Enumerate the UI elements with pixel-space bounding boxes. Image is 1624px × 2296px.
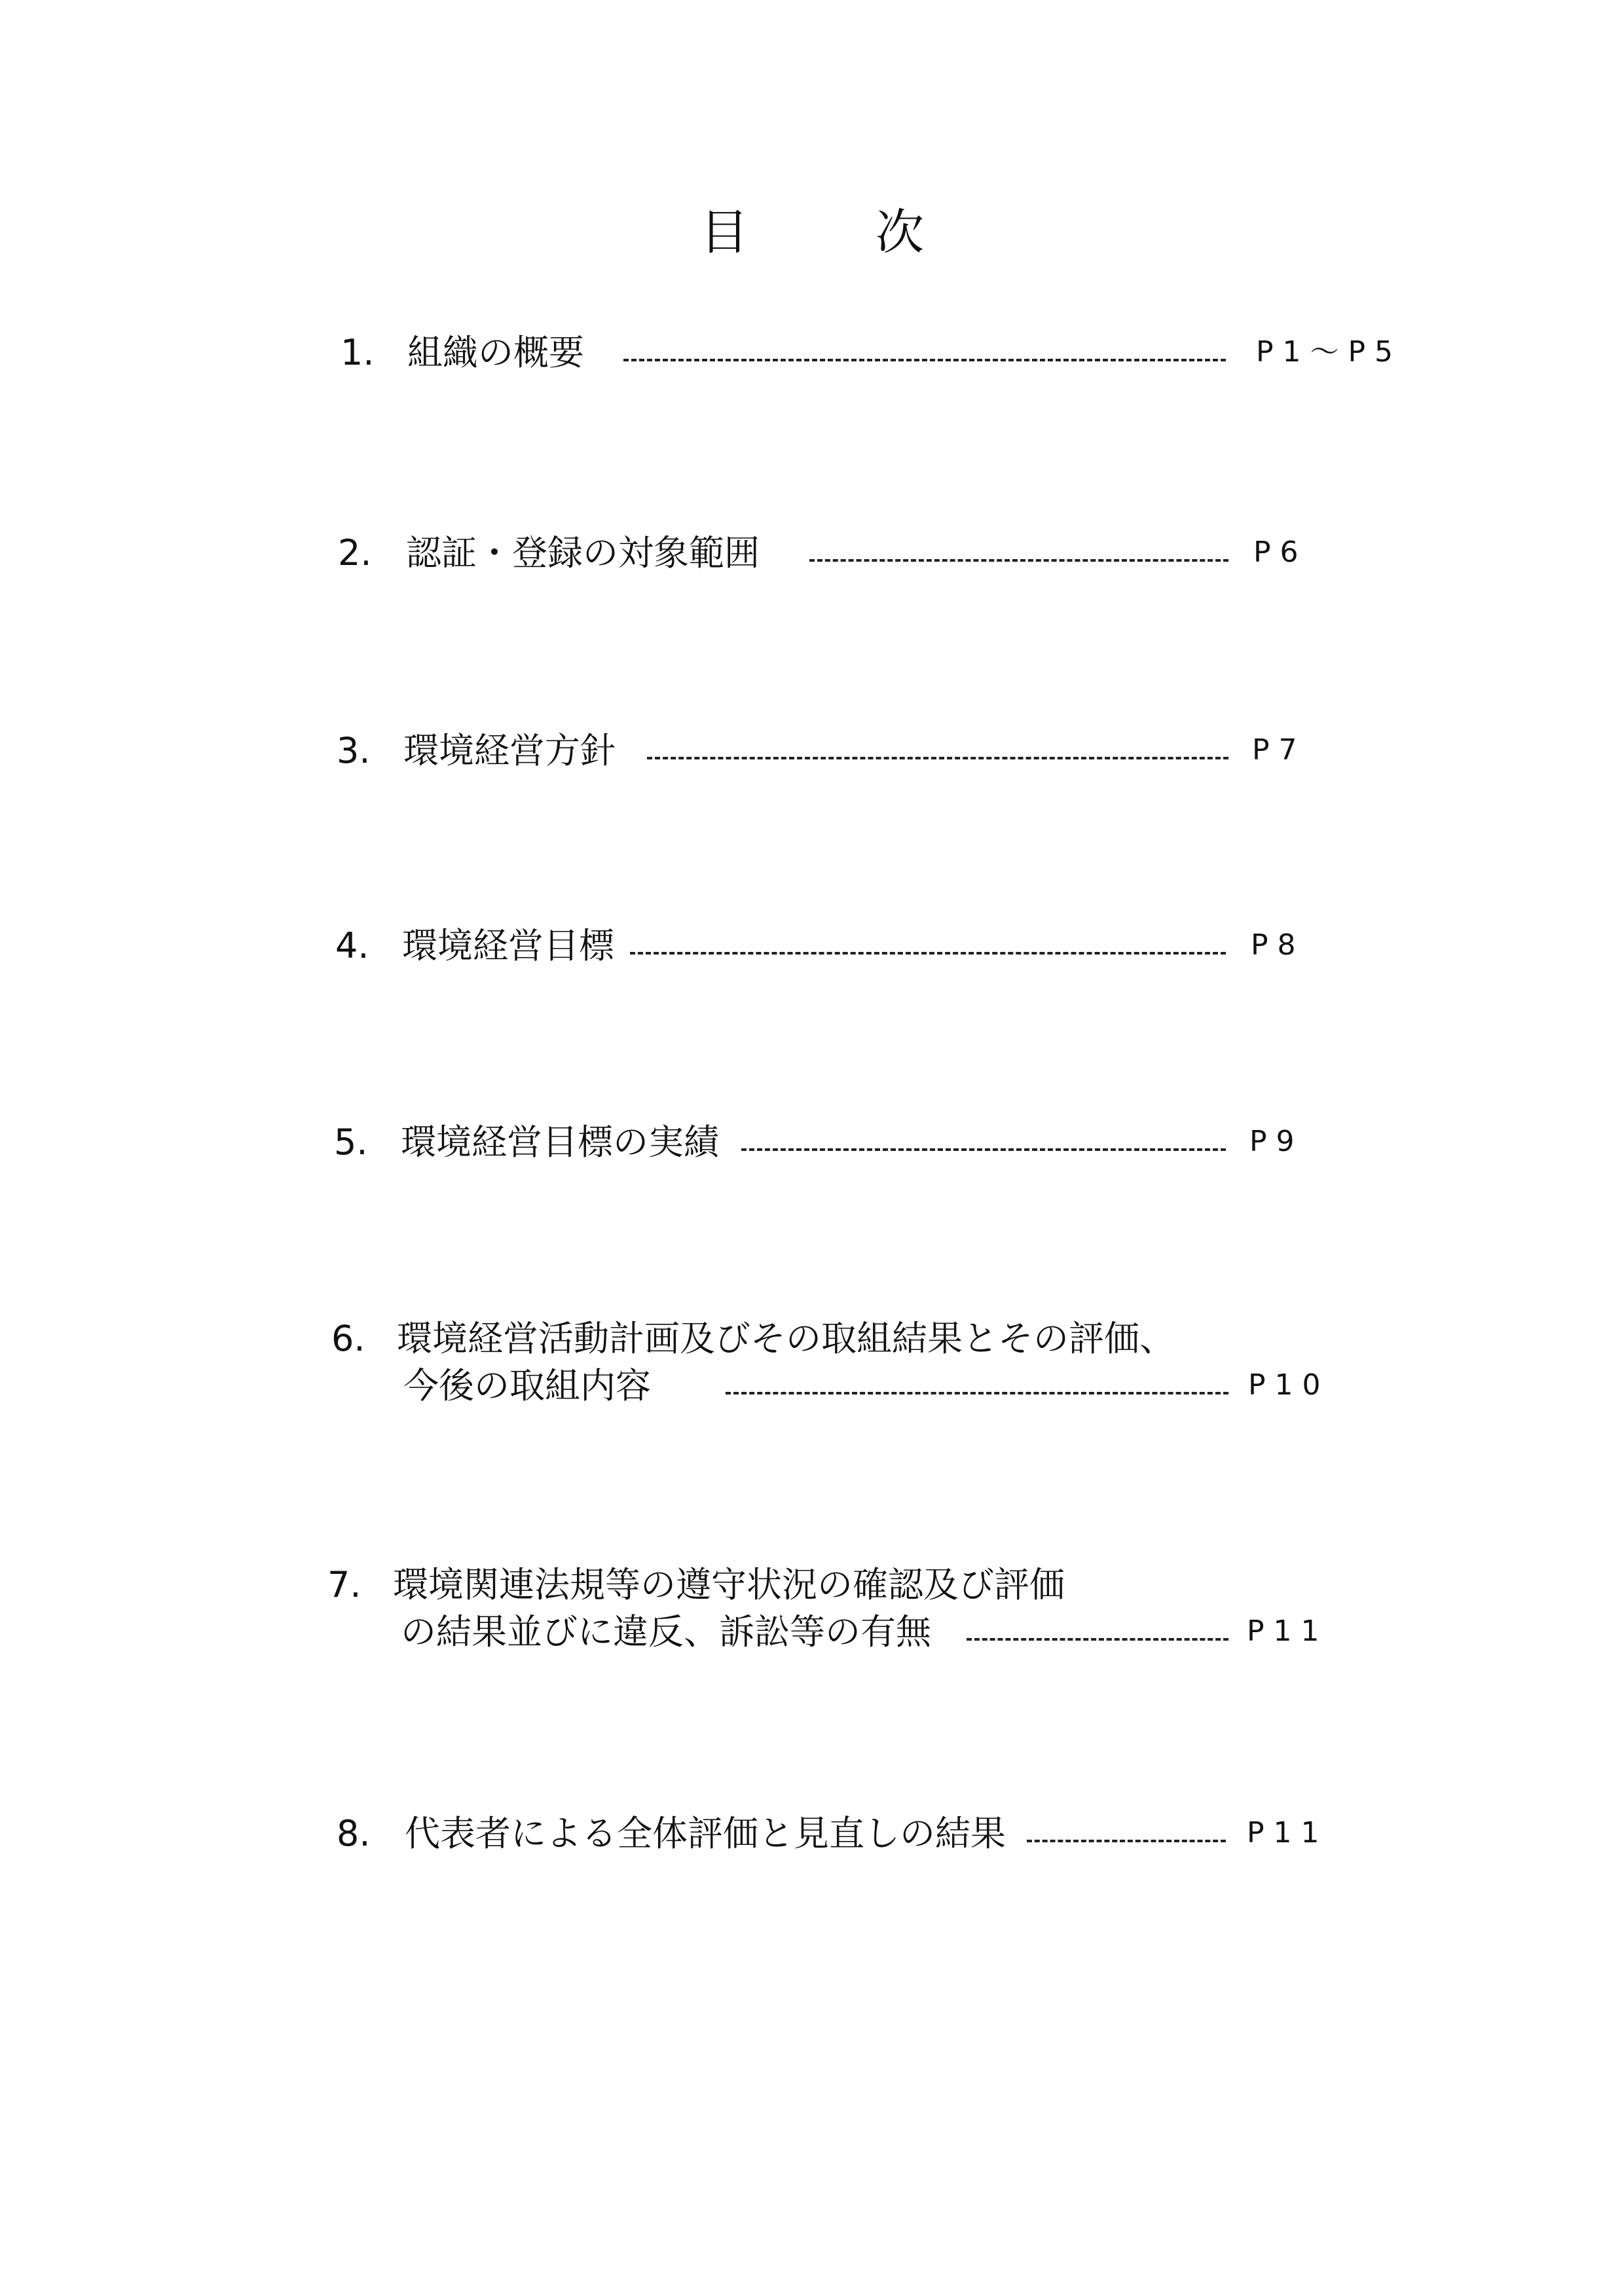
- toc-item-number: 3.: [337, 730, 371, 771]
- toc-item-number: 8.: [337, 1813, 371, 1854]
- toc-item-text: 認証・登録の対象範囲: [406, 532, 760, 574]
- toc-item-5: [0, 1121, 1624, 1172]
- toc-item-text: 環境経営目標の実績: [401, 1121, 719, 1163]
- toc-title: 目 次: [700, 204, 963, 261]
- leader-dots: [741, 1148, 1226, 1151]
- toc-item-page: P9: [1249, 1125, 1304, 1158]
- toc-item-text-continued: 今後の取組内容: [403, 1365, 651, 1406]
- toc-item-text: 環境経営方針: [403, 730, 616, 771]
- toc-item-page: P11: [1247, 1816, 1329, 1850]
- leader-dots: [1027, 1840, 1226, 1842]
- toc-item-page: P1～P5: [1256, 335, 1403, 369]
- toc-item-page: P6: [1253, 536, 1308, 569]
- toc-item-text: 代表者による全体評価と見直しの結果: [405, 1813, 1006, 1854]
- leader-dots: [623, 359, 1226, 361]
- toc-item-text: 環境経営目標: [402, 925, 614, 966]
- toc-item-page: P7: [1252, 733, 1306, 767]
- toc-item-number: 1.: [341, 332, 375, 373]
- toc-item-number: 5.: [334, 1121, 368, 1163]
- toc-item-4: [0, 925, 1624, 975]
- leader-dots: [967, 1638, 1228, 1641]
- toc-item-number: 2.: [338, 532, 372, 574]
- leader-dots: [647, 757, 1228, 759]
- toc-item-text-continued: の結果並びに違反、訴訟等の有無: [401, 1611, 931, 1652]
- toc-item-1: [0, 332, 1624, 382]
- toc-item-number: 7.: [327, 1564, 361, 1605]
- toc-item-page: P8: [1251, 928, 1305, 962]
- toc-item-number: 6.: [331, 1318, 365, 1359]
- toc-item-6: [0, 1318, 1624, 1415]
- toc-item-7: [0, 1564, 1624, 1662]
- toc-item-2: [0, 532, 1624, 583]
- toc-item-text: 組織の概要: [407, 332, 584, 373]
- toc-item-text: 環境関連法規等の遵守状況の確認及び評価: [393, 1564, 1065, 1605]
- toc-item-3: [0, 730, 1624, 780]
- toc-item-8: [0, 1813, 1624, 1863]
- leader-dots: [726, 1392, 1228, 1394]
- toc-item-page: P11: [1247, 1614, 1329, 1648]
- leader-dots: [809, 559, 1228, 562]
- toc-item-number: 4.: [335, 925, 369, 966]
- leader-dots: [630, 952, 1226, 955]
- toc-item-page: P10: [1248, 1368, 1330, 1402]
- toc-item-text: 環境経営活動計画及びその取組結果とその評価、: [397, 1318, 1175, 1359]
